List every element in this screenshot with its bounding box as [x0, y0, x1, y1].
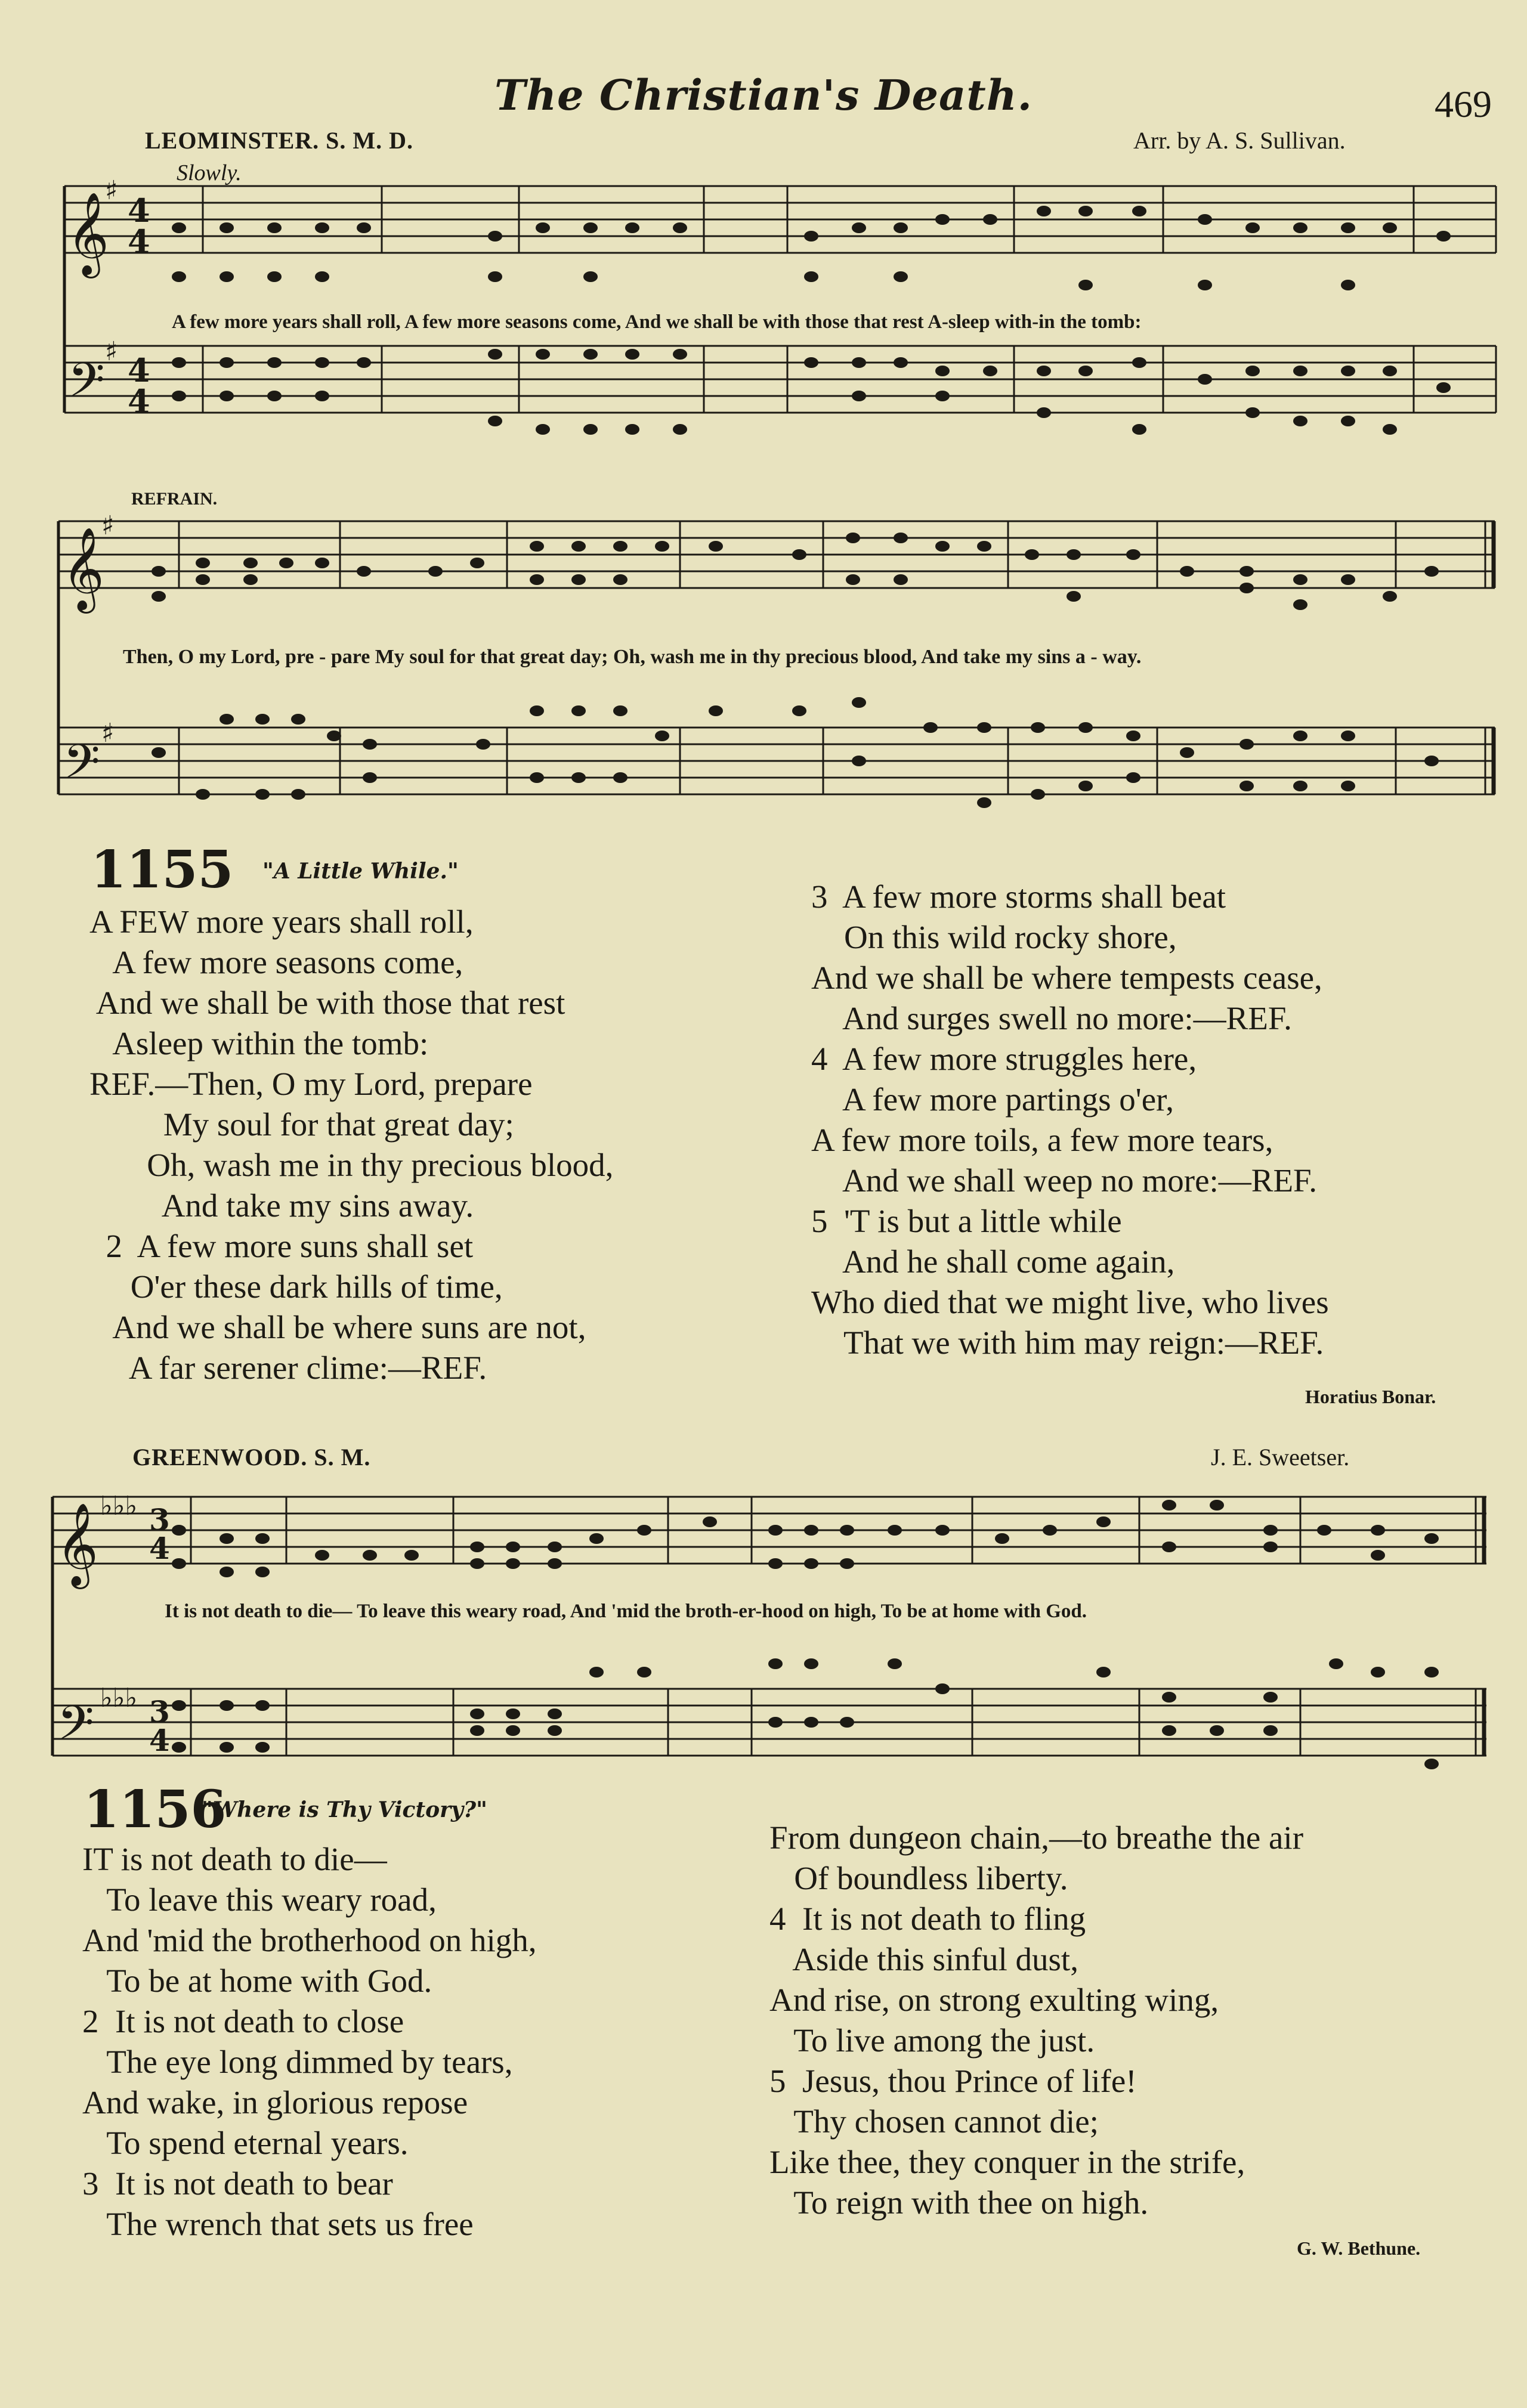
hymn-subtitle-1155: "A Little While." [262, 859, 459, 884]
hymn-1156-verses-right: From dungeon chain,—to breathe the air Of boundless liberty. 4 It is not death to fling Aside this sinful dust, And rise, on strong exulting wing, To live among the just. 5 Jesus, thou Prince of life! Thy chosen cannot die; Like thee, they conquer in the strife, To reign with thee on high. [769, 1819, 1304, 2221]
hymn-1155-author: Horatius Bonar. [1305, 1386, 1436, 1407]
svg-text:4: 4 [128, 382, 150, 420]
bass-clef-icon: 𝄢 [57, 1695, 94, 1762]
tune-name-leominster: LEOMINSTER. S. M. D. [145, 127, 414, 154]
treble-clef-icon: 𝄞 [67, 192, 109, 275]
hymn-number-1155: 1155 [91, 840, 234, 900]
sharp-icon: ♯ [101, 510, 115, 541]
svg-text:4: 4 [128, 351, 150, 389]
treble-clef-icon: 𝄞 [62, 527, 104, 610]
hymn-1156-author: G. W. Bethune. [1297, 2237, 1421, 2259]
treble-staff-1 [64, 186, 1496, 253]
svg-text:3: 3 [149, 1694, 170, 1729]
svg-text:♯: ♯ [105, 336, 118, 367]
composer-credit: J. E. Sweetser. [1211, 1444, 1350, 1471]
bass-staff-1 [64, 346, 1496, 413]
hymn-1156-verses-left: IT is not death to die— To leave this weary road, And 'mid the brotherhood on high, To be at home with God. 2 It is not death to close The eye long dimmed by tears, And wake, in glorious repose To spend eternal years. 3 It is not death to bear The wrench that sets us free [82, 1841, 537, 2242]
svg-text:4: 4 [128, 222, 150, 261]
noteheads-system-2 [152, 533, 1439, 808]
svg-text:♯: ♯ [101, 718, 115, 748]
svg-text:4: 4 [149, 1723, 170, 1758]
page-title: The Christian's Death. [494, 70, 1033, 120]
svg-text:4: 4 [149, 1531, 170, 1566]
refrain-label: REFRAIN. [131, 489, 218, 509]
noteheads-system-3 [172, 1500, 1439, 1769]
flat-icon: ♭♭♭ [100, 1491, 138, 1521]
hymn-1155-verses-right: 3 A few more storms shall beat On this wild rocky shore, And we shall be where tempests cease, And surges swell no more:—REF. 4 A few more struggles here, A few more partings o'er, A few more toils, a few more tears, And we shall weep no more:—REF. 5 'T is but a little while And he shall come again, Who died that we might live, who lives That we with him may reign:—REF. [811, 878, 1329, 1361]
hymn-1155-verses-left: A FEW more years shall roll, A few more seasons come, And we shall be with those that rest Asleep within the tomb: REF.—Then, O my Lord, prepare My soul for that great day; Oh, wash me in thy precious blood, And take my sins away. 2 A few more suns shall set O'er these dark hills of time, And we shall be where suns are not, A far serener clime:—REF. [89, 903, 614, 1386]
tune-name-greenwood: GREENWOOD. S. M. [132, 1444, 371, 1471]
hymn-subtitle-1156: "Where is Thy Victory?" [202, 1797, 487, 1822]
bass-staff-2 [58, 728, 1495, 794]
underlay-lyrics-2: Then, O my Lord, pre - pare My soul for that great day; Oh, wash me in thy precious blood, And take my sins a - way. [123, 646, 1142, 668]
tempo-marking: Slowly. [177, 160, 242, 185]
bass-clef-icon: 𝄢 [68, 352, 105, 419]
treble-clef-icon: 𝄞 [56, 1503, 98, 1586]
underlay-lyrics-3: It is not death to die— To leave this weary road, And 'mid the broth-er-hood on high, To be at home with God. [165, 1601, 1087, 1622]
underlay-lyrics-1: A few more years shall roll, A few more seasons come, And we shall be with those that rest A-sleep with-in the tomb: [172, 311, 1142, 333]
bass-clef-icon: 𝄢 [63, 734, 100, 801]
page-number: 469 [1435, 83, 1492, 125]
treble-staff-2 [58, 521, 1495, 588]
system-1 [64, 186, 1496, 413]
svg-text:3: 3 [149, 1502, 170, 1537]
hymn-number-1156: 1156 [84, 1779, 227, 1840]
sharp-icon: ♯ [105, 175, 118, 206]
arranger-credit: Arr. by A. S. Sullivan. [1133, 127, 1346, 154]
time-signature-icon: 4 [128, 191, 150, 230]
svg-text:♭♭♭: ♭♭♭ [100, 1683, 138, 1713]
